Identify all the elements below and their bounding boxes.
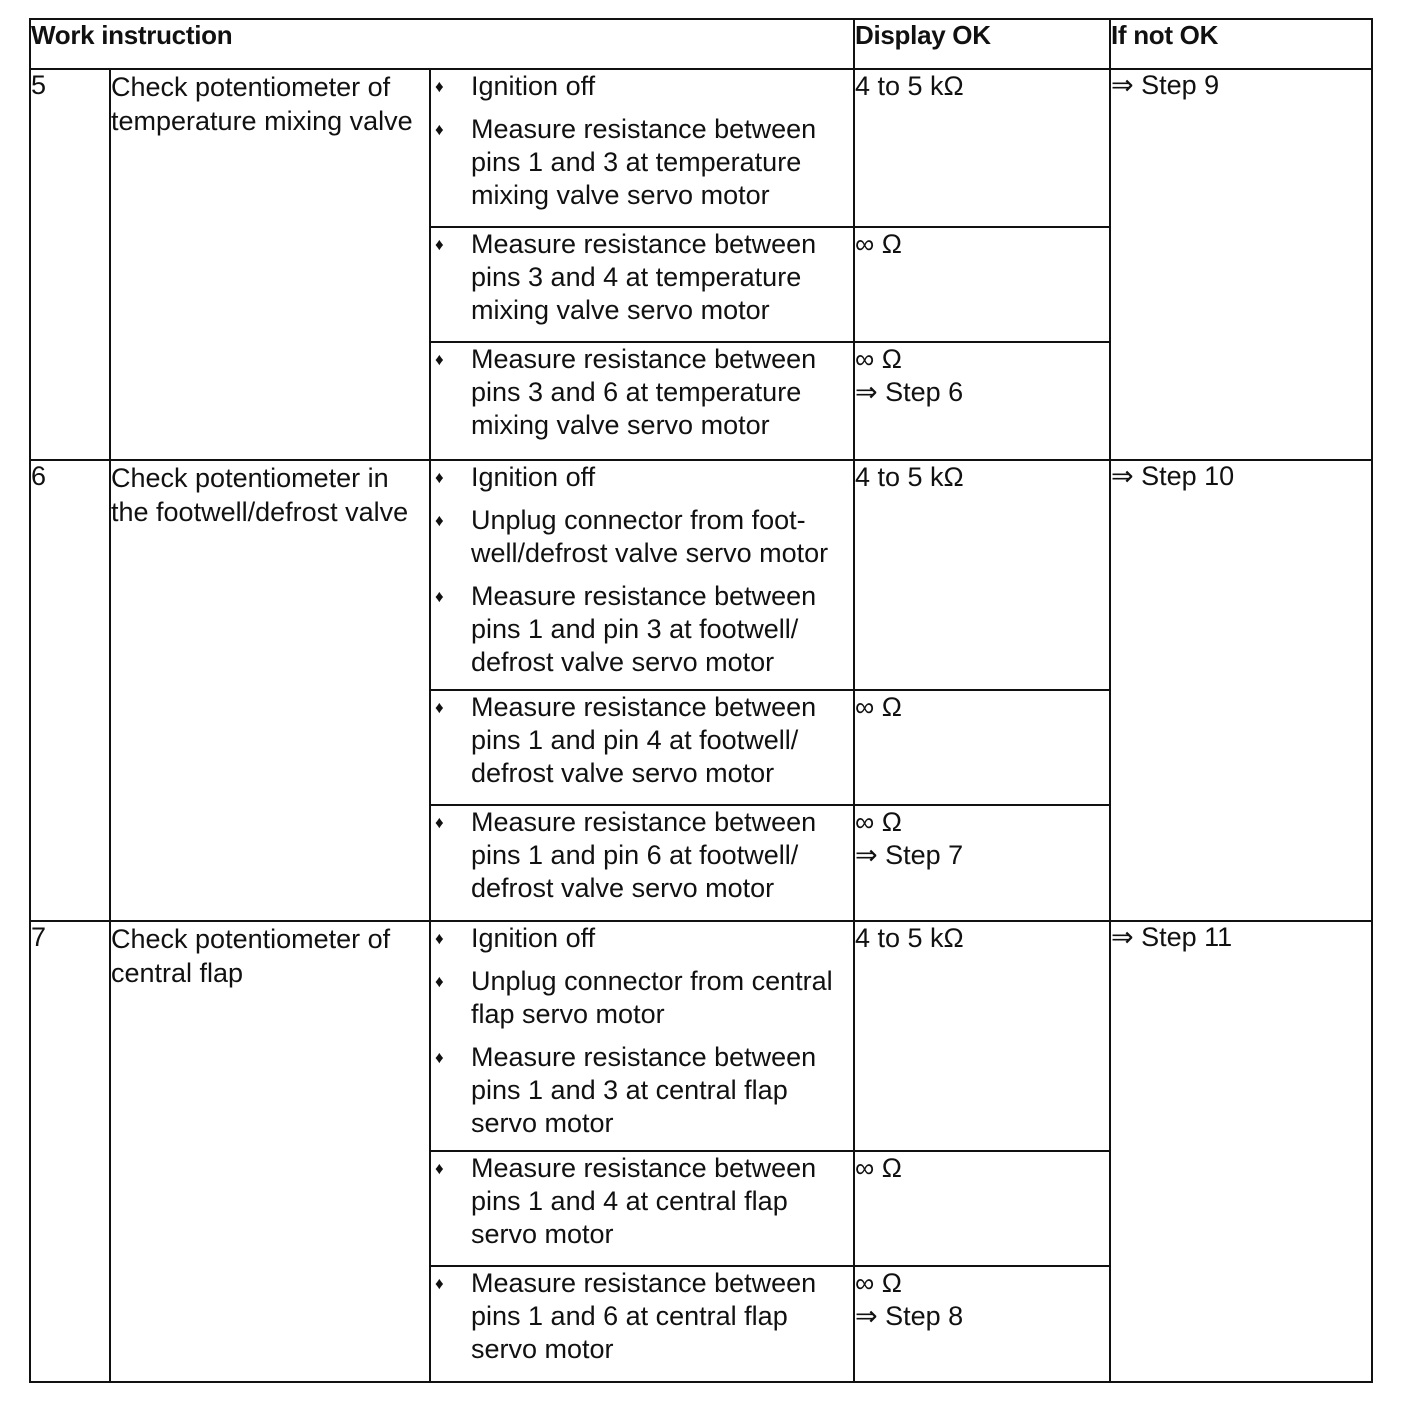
bullet-item: [431, 1267, 853, 1366]
step-task: Check potentiometer of central flap: [110, 921, 430, 1382]
table-row: [30, 69, 1372, 227]
bullet-diamond-icon: ♦: [435, 77, 444, 96]
step-number: 6: [30, 460, 110, 921]
display-value: ∞ Ω: [855, 344, 902, 374]
bullet-item: [431, 922, 853, 955]
bullet-item: [431, 691, 853, 790]
bullet-item: [431, 580, 853, 679]
header-work-instruction: Work instruction: [30, 19, 854, 69]
bullet-item: [431, 70, 853, 103]
bullet-diamond-icon: ♦: [435, 698, 444, 717]
bullet-diamond-icon: ♦: [435, 511, 444, 530]
display-value: 4 to 5 kΩ: [855, 923, 964, 953]
bullet-text: Measure resistance between pins 1 and 4 at central flap servo motor: [471, 1153, 817, 1249]
display-ok-cell: [854, 1266, 1110, 1382]
table-row: [30, 460, 1372, 690]
display-value: ∞ Ω: [855, 1153, 902, 1183]
bullet-diamond-icon: ♦: [435, 468, 444, 487]
bullet-item: [431, 806, 853, 905]
bullet-item: [431, 1041, 853, 1140]
bullet-text: Ignition off: [471, 923, 596, 953]
instruction-cell: [430, 805, 854, 921]
display-value: ⇒ Step 8: [855, 1301, 964, 1331]
bullet-diamond-icon: ♦: [435, 1274, 444, 1293]
display-ok-cell: [854, 227, 1110, 342]
bullet-text: Unplug connector from central flap servo motor: [471, 966, 833, 1029]
if-not-ok-cell: ⇒ Step 9: [1110, 69, 1372, 460]
if-not-ok-cell: ⇒ Step 10: [1110, 460, 1372, 921]
display-value: ⇒ Step 6: [855, 377, 964, 407]
bullet-item: [431, 461, 853, 494]
bullet-text: Measure resistance between pins 3 and 6 at temperature mixing valve servo motor: [471, 344, 817, 440]
display-value: ⇒ Step 7: [855, 840, 964, 870]
bullet-diamond-icon: ♦: [435, 929, 444, 948]
bullet-diamond-icon: ♦: [435, 235, 444, 254]
bullet-diamond-icon: ♦: [435, 1159, 444, 1178]
display-value: 4 to 5 kΩ: [855, 462, 964, 492]
display-ok-cell: [854, 460, 1110, 690]
display-ok-cell: [854, 921, 1110, 1151]
bullet-diamond-icon: ♦: [435, 972, 444, 991]
display-value: ∞ Ω: [855, 1268, 902, 1298]
bullet-item: [431, 504, 853, 570]
bullet-diamond-icon: ♦: [435, 1048, 444, 1067]
display-ok-cell: [854, 342, 1110, 460]
bullet-text: Measure resistance between pins 3 and 4 at temperature mixing valve servo motor: [471, 229, 817, 325]
header-display-ok: Display OK: [854, 19, 1110, 69]
bullet-text: Ignition off: [471, 462, 596, 492]
display-value: 4 to 5 kΩ: [855, 71, 964, 101]
bullet-text: Measure resistance between pins 1 and pin 6 at footwell/ defrost valve servo motor: [471, 807, 817, 903]
display-value: ∞ Ω: [855, 229, 902, 259]
bullet-item: [431, 343, 853, 442]
display-ok-cell: [854, 1151, 1110, 1266]
bullet-diamond-icon: ♦: [435, 813, 444, 832]
bullet-item: [431, 228, 853, 327]
bullet-text: Measure resistance between pins 1 and pin 4 at footwell/ defrost valve servo motor: [471, 692, 817, 788]
instruction-cell: [430, 1151, 854, 1266]
bullet-text: Measure resistance between pins 1 and 6 at central flap servo motor: [471, 1268, 817, 1364]
display-ok-cell: [854, 805, 1110, 921]
work-instruction-page: [29, 18, 1373, 1383]
table-row: [30, 921, 1372, 1151]
instruction-cell: [430, 227, 854, 342]
display-ok-cell: [854, 690, 1110, 805]
bullet-text: Measure resistance between pins 1 and pin 3 at footwell/ defrost valve servo motor: [471, 581, 817, 677]
bullet-diamond-icon: ♦: [435, 350, 444, 369]
instruction-cell: [430, 1266, 854, 1382]
work-instruction-table: [29, 18, 1373, 1383]
instruction-cell: [430, 921, 854, 1151]
bullet-text: Measure resistance between pins 1 and 3 at central flap servo motor: [471, 1042, 817, 1138]
if-not-ok-cell: ⇒ Step 11: [1110, 921, 1372, 1382]
display-ok-cell: [854, 69, 1110, 227]
step-number: 5: [30, 69, 110, 460]
step-task: Check potentiometer in the footwell/defrost valve: [110, 460, 430, 921]
instruction-cell: [430, 690, 854, 805]
bullet-item: [431, 1152, 853, 1251]
table-header-row: [30, 19, 1372, 69]
bullet-text: Measure resistance between pins 1 and 3 at temperature mixing valve servo motor: [471, 114, 817, 210]
header-if-not-ok: If not OK: [1110, 19, 1372, 69]
bullet-diamond-icon: ♦: [435, 120, 444, 139]
bullet-text: Ignition off: [471, 71, 596, 101]
bullet-item: [431, 965, 853, 1031]
step-task: Check potentiometer of temperature mixing valve: [110, 69, 430, 460]
bullet-item: [431, 113, 853, 212]
instruction-cell: [430, 69, 854, 227]
bullet-text: Unplug connector from foot-well/defrost valve servo motor: [471, 505, 829, 568]
instruction-cell: [430, 460, 854, 690]
bullet-diamond-icon: ♦: [435, 587, 444, 606]
display-value: ∞ Ω: [855, 807, 902, 837]
instruction-cell: [430, 342, 854, 460]
display-value: ∞ Ω: [855, 692, 902, 722]
step-number: 7: [30, 921, 110, 1382]
